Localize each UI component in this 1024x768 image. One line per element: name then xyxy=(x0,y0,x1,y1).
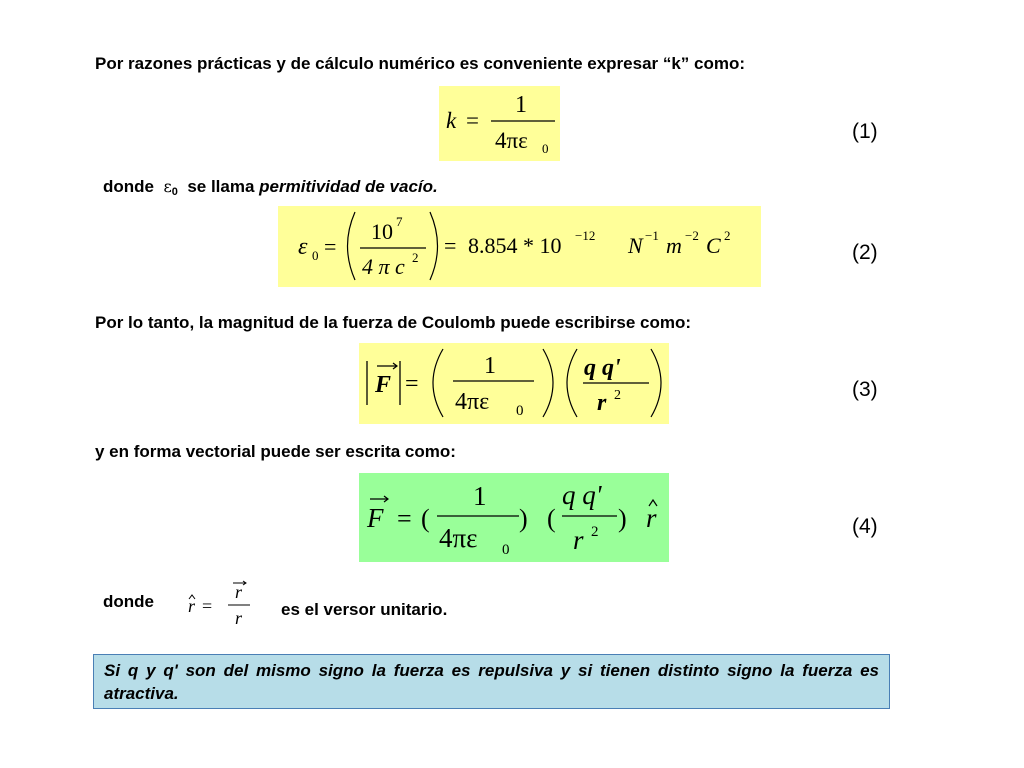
eq2-unit-C-sup: 2 xyxy=(724,228,731,243)
eq2-unit-m-sup: −2 xyxy=(685,228,699,243)
eq4-den1: 4πε xyxy=(439,523,478,553)
eq1-number: (1) xyxy=(852,120,878,143)
versor-suffix: es el versor unitario. xyxy=(281,600,448,619)
eq3-den1: 4πε xyxy=(455,389,490,415)
versor-donde: donde xyxy=(103,592,154,611)
eq3-num1: 1 xyxy=(484,353,496,379)
eq4-num2: q q' xyxy=(562,480,602,510)
eq2-value-sup: −12 xyxy=(575,228,596,243)
permitividad-term: permitividad de vacío. xyxy=(259,177,438,196)
eq3-den2: r xyxy=(597,390,607,416)
eq4-lhs: F xyxy=(367,503,384,533)
eq2-unit-m: m xyxy=(666,233,682,258)
note-box xyxy=(93,654,890,709)
equation-3 xyxy=(359,343,669,424)
eq1-lhs: k xyxy=(446,108,457,133)
coulomb-text: Por lo tanto, la magnitud de la fuerza de Coulomb puede escribirse como: xyxy=(95,313,692,332)
eq2-unit-C: C xyxy=(706,233,721,258)
eq4-den2-sup: 2 xyxy=(591,524,599,540)
se-llama-text: se llama xyxy=(187,177,255,196)
eq2-denominator-sup: 2 xyxy=(412,250,419,265)
versor-formula xyxy=(180,578,256,630)
eq2-unit-N-sup: −1 xyxy=(645,228,659,243)
eq3-den2-sup: 2 xyxy=(614,388,621,403)
epsilon-symbol: ε xyxy=(163,177,172,196)
eq2-lhs-sub: 0 xyxy=(312,248,319,263)
eq2-lhs: ε xyxy=(298,234,308,260)
eq4-open-1: ( xyxy=(421,504,430,533)
vector-text: y en forma vectorial puede ser escrita como: xyxy=(95,442,456,461)
eq4-close-2: ) xyxy=(618,504,627,533)
eq2-equals-1: = xyxy=(324,234,337,259)
epsilon-sub: 0 xyxy=(171,186,178,198)
eq1-equals: = xyxy=(466,108,479,133)
eq4-close-1: ) xyxy=(519,504,528,533)
eq4-unit-vector: r xyxy=(646,503,657,533)
intro-text: Por razones prácticas y de cálculo numérico es conveniente expresar “k” como: xyxy=(95,54,746,73)
eq2-equals-2: = xyxy=(444,233,457,258)
eq1-denominator-sub: 0 xyxy=(542,141,549,156)
versor-equals: = xyxy=(202,596,213,616)
equation-4 xyxy=(359,473,669,562)
eq2-value: 8.854 * 10 xyxy=(468,233,562,258)
versor-den: r xyxy=(235,608,243,628)
note-text: Si q y q' son del mismo signo la fuerza es repulsiva y si tienen distinto signo la fuerza es atractiva. xyxy=(104,661,879,703)
eq3-equals: = xyxy=(405,371,419,397)
eq1-denominator: 4πε xyxy=(495,128,528,153)
eq4-open-2: ( xyxy=(547,504,556,533)
eq3-num2: q q' xyxy=(584,355,621,381)
eq4-den1-sub: 0 xyxy=(502,542,510,558)
eq2-number: (2) xyxy=(852,241,878,264)
eq1-numerator: 1 xyxy=(515,92,527,118)
eq4-number: (4) xyxy=(852,515,878,538)
donde-label: donde xyxy=(103,177,154,196)
versor-lhs: r xyxy=(188,596,196,616)
eq2-numerator: 10 xyxy=(371,219,393,244)
eq2-denominator: 4 π c xyxy=(362,254,405,279)
versor-num: r xyxy=(235,582,243,602)
eq4-den2: r xyxy=(573,525,584,555)
eq4-equals: = xyxy=(397,504,412,533)
donde-epsilon-line xyxy=(103,177,438,198)
equation-1 xyxy=(439,86,560,161)
eq3-number: (3) xyxy=(852,378,878,401)
equation-2 xyxy=(278,206,761,287)
eq3-lhs: F xyxy=(375,372,392,398)
eq2-numerator-sup: 7 xyxy=(396,214,403,229)
eq2-unit-N: N xyxy=(628,233,643,258)
eq4-num1: 1 xyxy=(473,481,487,511)
eq3-den1-sub: 0 xyxy=(516,403,524,419)
